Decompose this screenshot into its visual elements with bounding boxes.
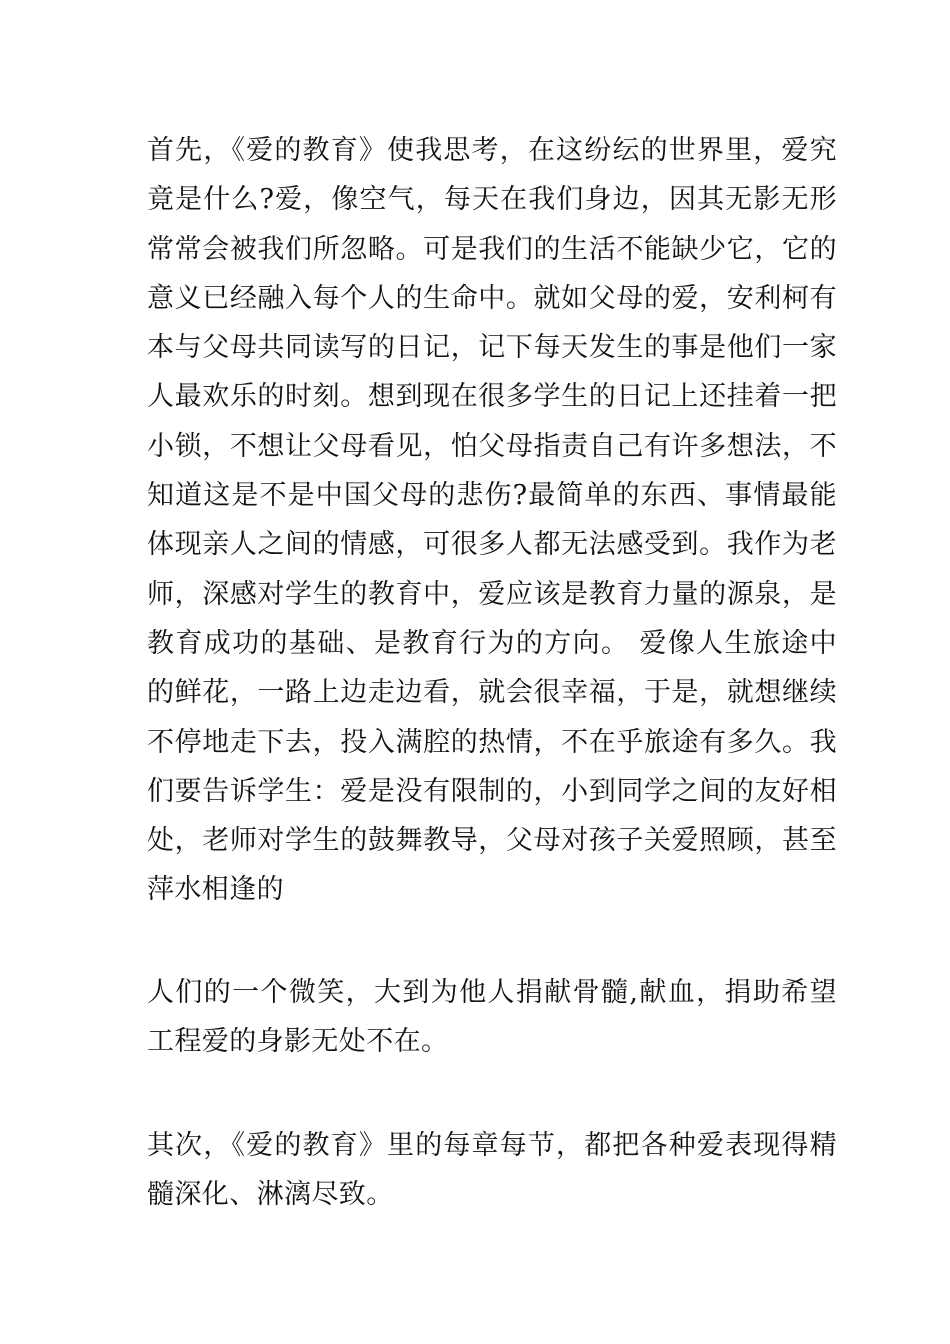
paragraph-first: 首先，《爱的教育》使我思考，在这纷纭的世界里，爱究竟是什么?爱，像空气，每天在我们身边，因其无影无形常常会被我们所忽略。可是我们的生活不能缺少它，它的意义已经融入每个人的生命中。就如父母的爱，安利柯有本与父母共同读写的日记，记下每天发生的事是他们一家人最欢乐的时刻。想到现在很多学生的日记上还挂着一把小锁，不想让父母看见，怕父母指责自己有许多想法，不知道这是不是中国父母的悲伤?最简单的东西、事情最能体现亲人之间的情感，可很多人都无法感受到。我作为老师，深感对学生的教育中，爱应该是教育力量的源泉，是教育成功的基础、是教育行为的方向。 爱像人生旅途中的鲜花，一路上边走边看，就会很幸福，于是，就想继续不停地走下去，投入满腔的热情，不在乎旅途有多久。我们要告诉学生：爱是没有限制的，小到同学之间的友好相处，老师对学生的鼓舞教导，父母对孩子关爱照顾，甚至萍水相逢的 (147, 135, 837, 906)
paragraph-second: 人们的一个微笑，大到为他人捐献骨髓,献血，捐助希望工程爱的身影无处不在。 (147, 977, 837, 1058)
paragraph-third: 其次，《爱的教育》里的每章每节，都把各种爱表现得精髓深化、淋漓尽致。 (147, 1130, 837, 1211)
